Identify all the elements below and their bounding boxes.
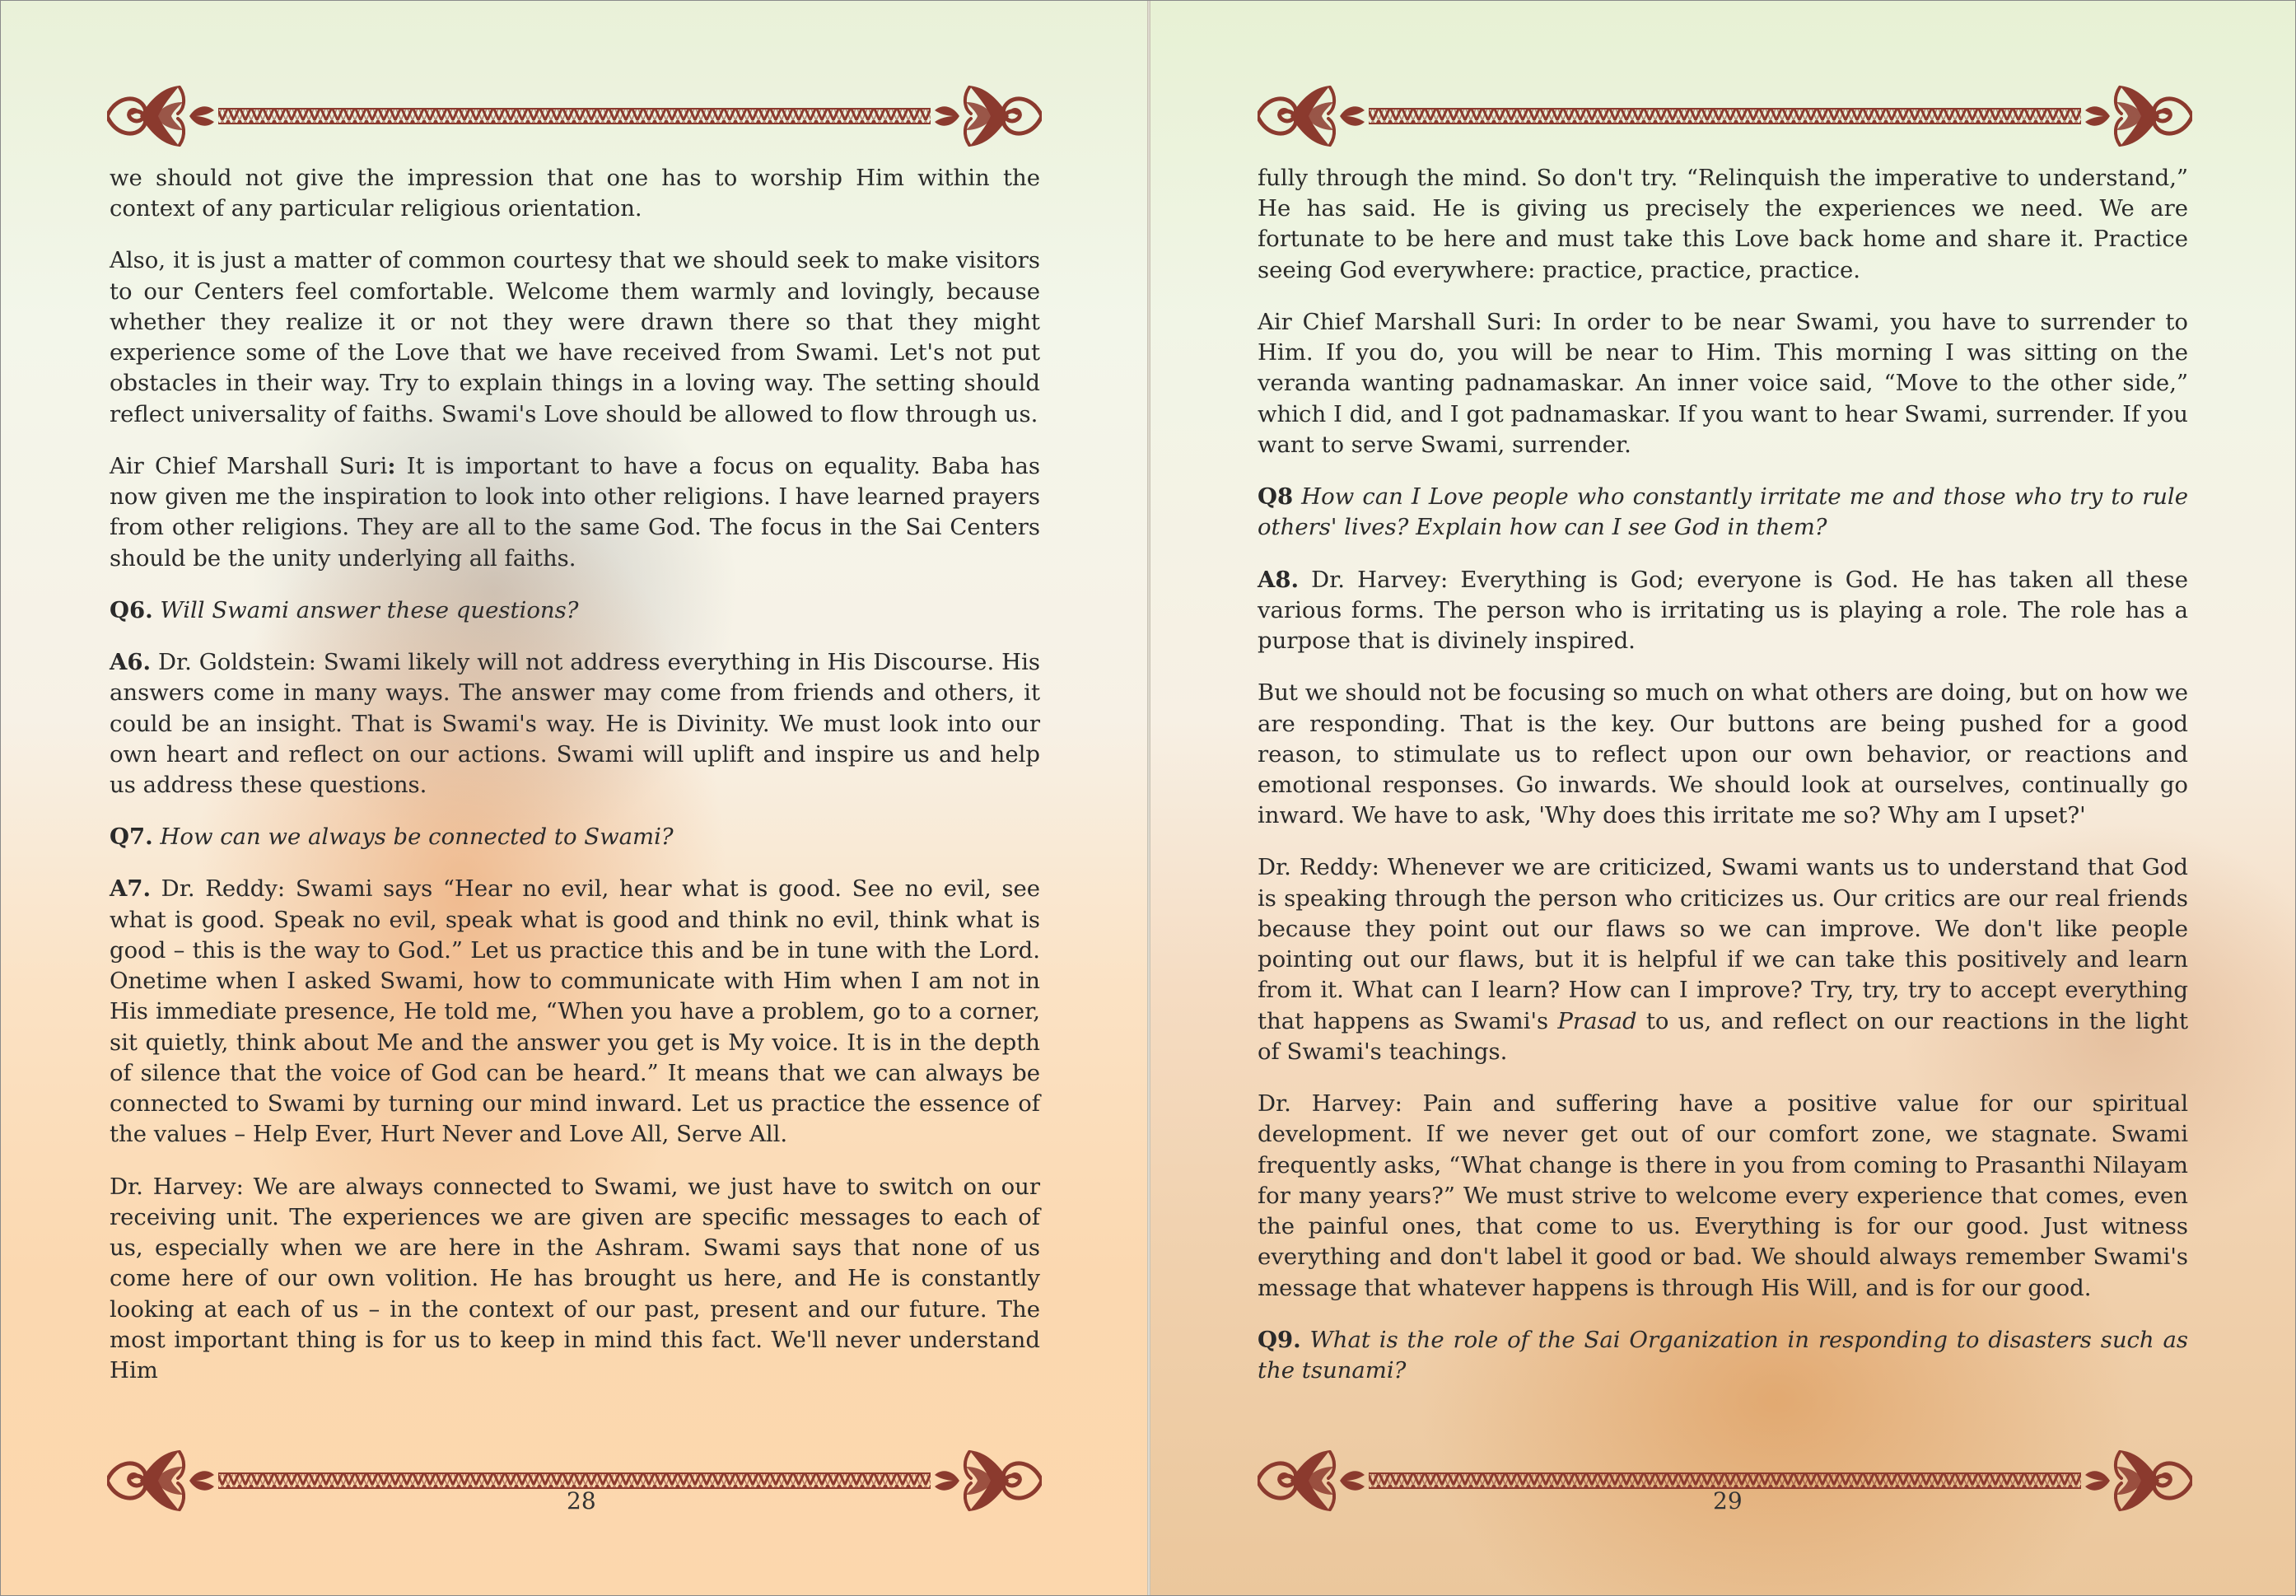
- speaker-label: Air Chief Marshall Suri: [110, 452, 388, 479]
- answer: [110, 647, 1040, 800]
- paragraph: But we should not be focusing so much on what others are doing, but on how we are responding. That is the key. Our buttons are being pushed for a good reason, to stimulate us to reflect upon our own behavior, or reactions and emotional responses. Go inwards. We should look at ourselves, continually go inward. We have to ask, 'Why does this irritate me so? Why am I upset?': [1258, 679, 2188, 829]
- answer-text: Dr. Reddy: Swami says “Hear no evil, hear what is good. See no evil, see what is good. Speak no evil, speak what is good and think no evil, think what is good – this is the way to God.” Let us practice this and be in tune with the Lord. Onetime when I asked Swami, how to communicate with Him when I am not in His immediate presence, He told me, “When you have a problem, go to a corner, sit quietly, think about Me and the answer you get is My voice. It is in the depth of silence that the voice of God can be heard.” It means that we can always be connected to Swami by turning our mind inward. Let us practice the essence of the values – Help Ever, Hurt Never and Love All, Serve All.: [110, 875, 1040, 1148]
- question-label: Q6.: [110, 596, 153, 623]
- right-page-body: [1258, 163, 2188, 1407]
- paragraph: fully through the mind. So don't try. “Relinquish the imperative to understand,” He has said. He is giving us precisely the experiences we need. We are fortunate to be here and must take this Love back home and share it. Practice seeing God everywhere: practice, practice, practice.: [1258, 165, 2188, 283]
- answer-label: A6.: [110, 649, 152, 676]
- paragraph: we should not give the impression that one has to worship Him within the context of any particular religious orientation.: [110, 165, 1040, 222]
- paragraph: Dr. Harvey: Pain and suffering have a positive value for our spiritual development. If we never get out of our comfort zone, we stagnate. Swami frequently asks, “What change is there in you from coming to Prasanthi Nilayam for many years?” We must strive to welcome every experience that comes, even the painful ones, that come to us. Everything is for our good. Just witness everything and don't label it good or bad. We should always remember Swami's message that whatever happens is through His Will, and is for our good.: [1258, 1090, 2188, 1301]
- page-number: 28: [567, 1487, 596, 1514]
- question: [1258, 1325, 2188, 1386]
- question-label: Q7.: [110, 824, 153, 851]
- paragraph-text: It is important to have a focus on equality. Baba has now given me the inspiration to look into other religions. I have learned prayers from other religions. They are all to the same God. The focus in the Sai Centers should be the unity underlying all faiths.: [110, 452, 1040, 572]
- paragraph-text: to us, and reflect on our reactions in the light of Swami's teachings.: [1258, 1007, 2188, 1065]
- answer: [110, 874, 1040, 1150]
- answer-label: A7.: [110, 875, 152, 903]
- question-text: Will Swami answer these questions?: [152, 596, 579, 623]
- question-text: How can I Love people who constantly irritate me and those who try to rule others' lives? Explain how can I see God in them?: [1258, 483, 2188, 541]
- paragraph: Also, it is just a matter of common courtesy that we should seek to make visitors to our Centers feel comfortable. Welcome them warmly and lovingly, because whether they realize it or not they were drawn there so that they might experience some of the Love that we have received from Swami. Let's not put obstacles in their way. Try to explain things in a loving way. The setting should reflect universality of faiths. Swami's Love should be allowed to flow through us.: [110, 247, 1040, 427]
- question-label: Q8: [1258, 483, 1294, 511]
- paragraph: Dr. Harvey: We are always connected to Swami, we just have to switch on our receiving unit. The experiences we are given are specific messages to each of us, especially when we are here in the Ashram. Swami says that none of us come here of our own volition. He has brought us here, and He is constantly looking at each of us – in the context of our past, present and our future. The most important thing is for us to keep in mind this fact. We'll never understand Him: [110, 1173, 1040, 1384]
- scroll-ornament-top-left-icon: [107, 81, 1042, 152]
- page-number: 29: [1713, 1487, 1743, 1514]
- answer-label: A8.: [1258, 566, 1300, 593]
- left-page: [0, 0, 1147, 1596]
- paragraph: Air Chief Marshall Suri: In order to be near Swami, you have to surrender to Him. If you do, you will be near to Him. This morning I was sitting on the veranda wanting padnamaskar. An inner voice said, “Move to the other side,” which I did, and I got padnamaskar. If you want to hear Swami, surrender. If you want to serve Swami, surrender.: [1258, 308, 2188, 458]
- answer: [1258, 565, 2188, 657]
- question-text: What is the role of the Sai Organization in responding to disasters such as the tsunami?: [1258, 1326, 2188, 1384]
- answer-text: Dr. Goldstein: Swami likely will not address everything in His Discourse. His answers come in many ways. The answer may come from friends and others, it could be an insight. That is Swami's way. He is Divinity. We must look into our own heart and reflect on our actions. Swami will uplift and inspire us and help us address these questions.: [110, 649, 1040, 798]
- italic-term: Prasad: [1557, 1007, 1637, 1034]
- paragraph: [1258, 852, 2188, 1067]
- right-page: [1150, 0, 2296, 1596]
- scroll-ornament-top-right-icon: [1258, 81, 2192, 152]
- paragraph-text: Dr. Reddy: Whenever we are criticized, Swami wants us to understand that God is speaking through the person who criticizes us. Our critics are our real friends because they point out our flaws so we can improve. We don't like people pointing out our flaws, but it is helpful if we can take this positively and learn from it. What can I learn? How can I improve? Try, try, try to accept everything that happens as Swami's: [1258, 854, 2188, 1034]
- question: [110, 595, 1040, 626]
- left-page-body: [110, 163, 1040, 1407]
- question: [110, 822, 1040, 852]
- answer-text: Dr. Harvey: Everything is God; everyone is God. He has taken all these various forms. The person who is irritating us is playing a role. The role has a purpose that is divinely inspired.: [1258, 566, 2188, 655]
- paragraph: [110, 451, 1040, 574]
- speaker-colon: :: [387, 452, 396, 479]
- question: [1258, 482, 2188, 543]
- question-label: Q9.: [1258, 1326, 1301, 1353]
- question-text: How can we always be connected to Swami?: [152, 824, 674, 851]
